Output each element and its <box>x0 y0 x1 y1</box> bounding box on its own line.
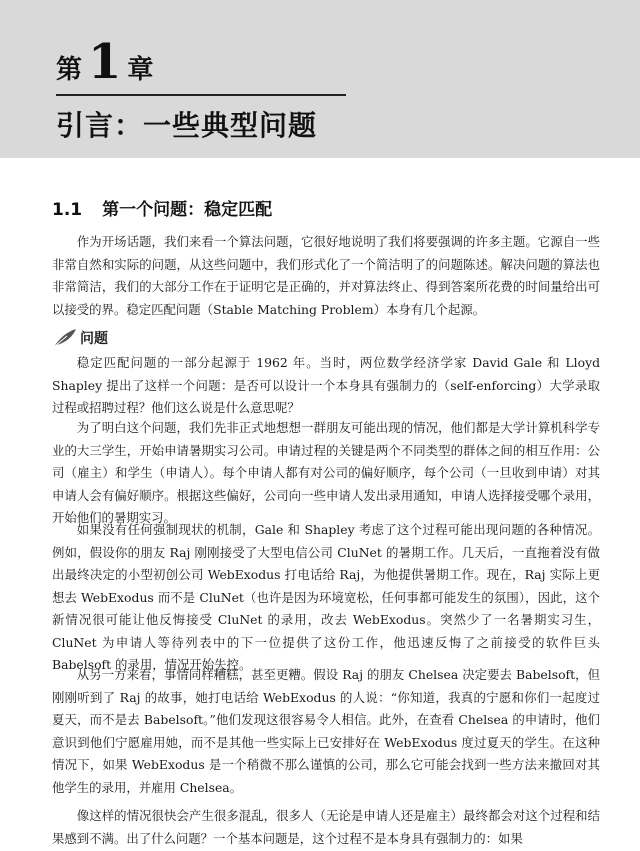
chapter-label <box>56 34 154 98</box>
section-number: 1.1 <box>52 200 83 220</box>
section-heading <box>52 195 272 220</box>
paragraph-3: 如果没有任何强制现状的机制，Gale 和 Shapley 考虑了这个过程可能出现问题的各种情况。例如，假设你的朋友 Raj 刚刚接受了大型电信公司 CluNet 的暑期工作。几天后，一直拖着没有做出最终决定的小型初创公司 WebExodus 打电话给 Raj，为他提供暑期工作。现在，Raj 实际上更想去 WebExodus 而不是 CluNet（也许是因为环境宽松，任何事都可能发生的氛围），因此，这个新情况很可能让他反悔接受 CluNet 的录用，改去 WebExodus。突然少了一名暑期实习生，CluNet 为申请人等待列表中的下一位提供了这份工作，他迅速反悔了之前接受的软件巨头 Babelsoft 的录用，情况开始失控。 <box>52 522 600 672</box>
paragraph-4: 从另一方来看，事情同样糟糕，甚至更糟。假设 Raj 的朋友 Chelsea 决定要去 Babelsoft，但刚刚听到了 Raj 的故事，她打电话给 WebExodus 的人说：“你知道，我真的宁愿和你们一起度过夏天，而不是去 Babelsoft。”他们发现这很容易令人相信。此外，在查看 Chelsea 的申请时，他们意识到他们宁愿雇用她，而不是其他一些实际上已安排好在 WebExodus 度过夏天的学生。在这种情况下，如果 WebExodus 是一个稍微不那么谨慎的公司，那么它可能会找到一些方法来撤回对其他学生的录用，并雇用 Chelsea。 <box>52 667 600 795</box>
paragraph-2: 为了明白这个问题，我们先非正式地想想一群朋友可能出现的情况，他们都是大学计算机科学专业的大三学生，开始申请暑期实习公司。申请过程的关键是两个不同类型的群体之间的相互作用：公司（雇主）和学生（申请人）。每个申请人都有对公司的偏好顺序，每个公司（一旦收到申请）对其申请人会有偏好顺序。根据这些偏好，公司向一些申请人发出录用通知，申请人选择接受哪个录用，开始他们的暑期实习。 <box>52 420 600 525</box>
intro-paragraph: 作为开场话题，我们来看一个算法问题，它很好地说明了我们将要强调的许多主题。它源自一些非常自然和实际的问题，从这些问题中，我们形式化了一个简洁明了的问题陈述。解决问题的算法也非常简洁，我们的大部分工作在于证明它是正确的，并对算法终止、得到答案所花费的时间量给出可以接受的界。稳定匹配问题（Stable Matching Problem）本身有几个起源。 <box>52 234 600 317</box>
chapter-suffix: 章 <box>127 55 154 85</box>
chapter-title: 引言：一些典型问题 <box>56 109 318 142</box>
feather-icon <box>52 327 78 349</box>
chapter-number: 1 <box>88 34 122 90</box>
paragraph-1: 稳定匹配问题的一部分起源于 1962 年。当时，两位数学经济学家 David Gale 和 Lloyd Shapley 提出了这样一个问题：是否可以设计一个本身具有强制力的（self-enforcing）大学录取过程或招聘过程？他们这么说是什么意思呢？ <box>52 355 600 415</box>
chapter-prefix: 第 <box>56 55 83 85</box>
subsection-heading <box>52 327 108 349</box>
chapter-rule <box>56 94 346 96</box>
chapter-header <box>0 0 640 158</box>
section-title: 第一个问题：稳定匹配 <box>102 200 273 220</box>
paragraph-5: 像这样的情况很快会产生很多混乱，很多人（无论是申请人还是雇主）最终都会对这个过程和结果感到不满。出了什么问题？一个基本问题是，这个过程不是本身具有强制力的：如果 <box>52 808 600 846</box>
subsection-title: 问题 <box>80 331 108 347</box>
